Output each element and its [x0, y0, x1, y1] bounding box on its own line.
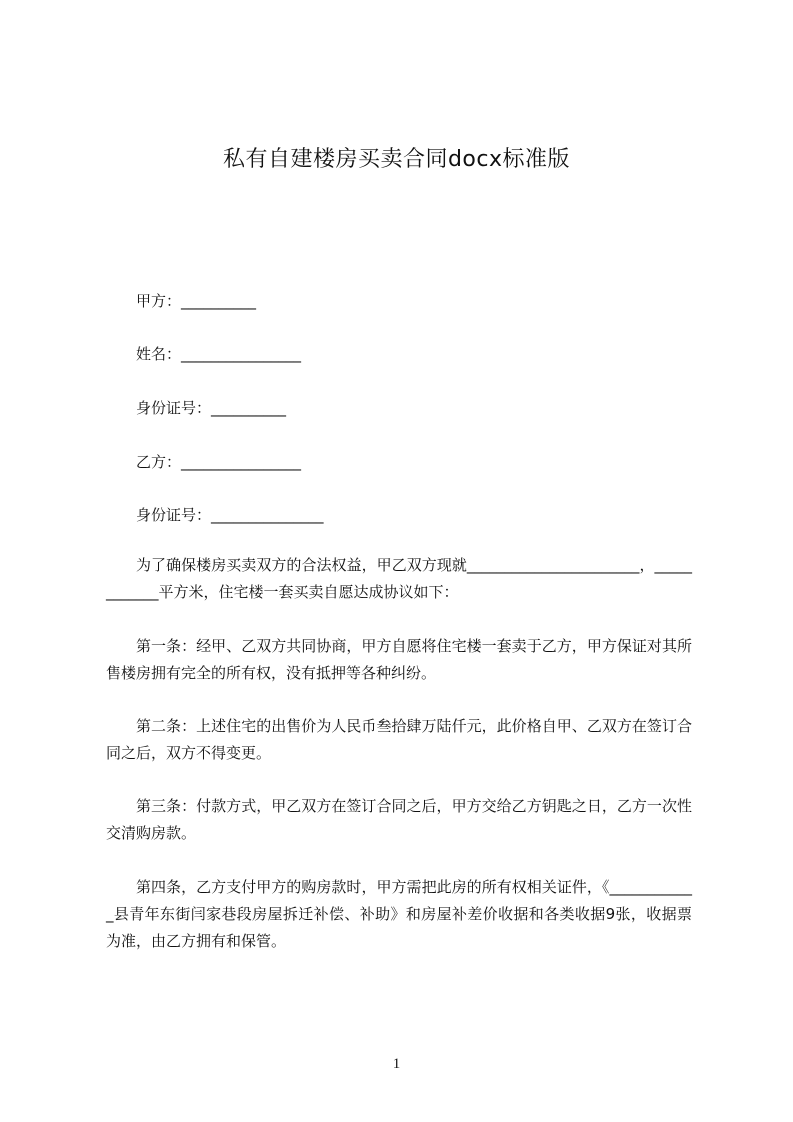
party-a-id-field: 身份证号：__________ [136, 399, 287, 417]
name-field: 姓名：________________ [136, 345, 302, 363]
intro-paragraph: 为了确保楼房买卖双方的合法权益，甲乙双方现就_______________________，____________平方米，住宅楼一套买卖自愿达成协议如下： [106, 556, 692, 601]
article-3-paragraph: 第三条：付款方式，甲乙双方在签订合同之后，甲方交给乙方钥匙之日，乙方一次性交清购房款。 [106, 797, 692, 842]
article-2-paragraph: 第二条：上述住宅的出售价为人民币叁拾肆万陆仟元，此价格自甲、乙双方在签订合同之后，双方不得变更。 [106, 717, 692, 762]
document-title: 私有自建楼房买卖合同docx标准版 [222, 147, 571, 172]
page-number: 1 [392, 1056, 401, 1072]
party-b-field: 乙方：________________ [136, 453, 302, 471]
party-a-field: 甲方：__________ [136, 292, 257, 310]
article-1-paragraph: 第一条：经甲、乙双方共同协商，甲方自愿将住宅楼一套卖于乙方，甲方保证对其所售楼房拥有完全的所有权，没有抵押等各种纠纷。 [106, 637, 692, 682]
party-b-id-field: 身份证号：_______________ [136, 506, 324, 524]
article-4-paragraph: 第四条，乙方支付甲方的购房款时，甲方需把此房的所有权相关证件，《____________县青年东街闫家巷段房屋拆迁补偿、补助》和房屋补差价收据和各类收据9张，收据票为准，由乙方拥有和保管。 [106, 878, 692, 950]
